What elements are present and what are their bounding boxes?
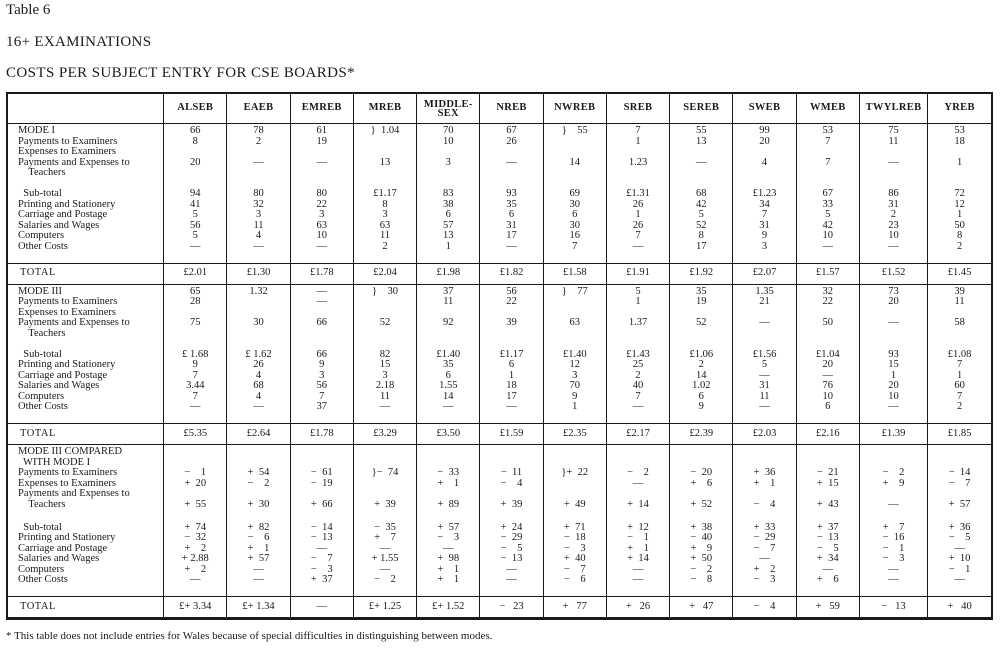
total-cell: £5.35 [164,424,227,445]
table-cell: £1.43 25 2 40 7 — [606,348,669,424]
table-cell: 73 20 — [859,284,927,348]
table-cell: + 74 − 32 + 2 + 2.88 + 2 — [164,521,227,597]
table-cell: − 2 + 9 — [859,445,927,521]
total-cell: £3.50 [417,424,480,445]
table-cell: 86 31 2 23 10 — [859,187,927,263]
total-cell: £1.39 [859,424,927,445]
table-cell: 1.32 30 [227,284,290,348]
table-cell: − 35 + 7 — + 1.55 — − 2 [353,521,416,597]
header-corner [8,94,164,124]
total-cell: + 77 [543,597,606,618]
table-cell: 99 20 4 [733,124,796,188]
table-cell: £1.17 6 1 18 17 — [480,348,543,424]
total-cell: £1.92 [670,263,733,284]
table-cell: 5 1 1.37 [606,284,669,348]
table-cell: + 54 − 2 + 30 [227,445,290,521]
table-cell: £1.08 7 1 60 7 2 [928,348,991,424]
table-cell: 69 30 6 30 16 7 [543,187,606,263]
total-cell: £1.78 [290,424,353,445]
row-label: Sub-total Printing and Stationery Carriage and Postage Salaries and Wages Computers Other Costs [18,348,116,413]
table-cell: £1.40 12 3 70 9 1 [543,348,606,424]
table-cell: 53 7 7 [796,124,859,188]
table-cell: 67 26 — [480,124,543,188]
table-cell: 67 33 5 42 10 — [796,187,859,263]
total-cell: £2.01 [164,263,227,284]
table-cell: — — 66 [290,284,353,348]
table-cell: + 57 − 3 — + 98 + 1 + 1 [417,521,480,597]
footnote: * This table does not include entries for Wales because of special difficulties in distinguishing between modes. [6,630,493,642]
table-cell: 61 19 — [290,124,353,188]
table-cell: 75 11 — [859,124,927,188]
total-cell: £+ 1.25 [353,597,416,618]
total-cell: − 13 [859,597,927,618]
table-cell: + 37 − 13 − 5 + 34 — + 6 [796,521,859,597]
mode-3-costs-row [8,348,991,424]
table-cell: 80 32 3 11 4 — [227,187,290,263]
total-cell: £1.78 [290,263,353,284]
table-cell: + 36 − 5 — + 10 − 1 — [928,521,991,597]
table-cell: £ 1.68 9 7 3.44 7 — [164,348,227,424]
total-cell: £1.98 [417,263,480,284]
total-cell: £+ 3.34 [164,597,227,618]
table-cell: 68 42 5 52 8 17 [670,187,733,263]
table-cell: 83 38 6 57 13 1 [417,187,480,263]
table-cell: − 21 + 15 + 43 [796,445,859,521]
table-cell: 93 15 1 20 10 — [859,348,927,424]
total-cell: £1.30 [227,263,290,284]
table-cell: 32 22 50 [796,284,859,348]
column-header: TWYLREB [859,94,927,124]
table-cell: 66 8 20 [164,124,227,188]
total-cell: + 47 [670,597,733,618]
column-header: MIDDLE- SEX [417,94,480,124]
table-cell: 7 1 1.23 [606,124,669,188]
column-header: EAEB [227,94,290,124]
total-cell: £2.03 [733,424,796,445]
total-cell: − 23 [480,597,543,618]
table-cell: 70 10 3 [417,124,480,188]
table-cell: + 24 − 29 − 5 − 13 — — [480,521,543,597]
mode-1-payments-row [8,124,991,188]
table-cell: £ 1.62 26 4 68 4 — [227,348,290,424]
table-cell: 37 11 92 [417,284,480,348]
total-cell: £2.04 [353,263,416,284]
table-cell: 35 19 52 [670,284,733,348]
table-cell: £1.56 5 — 31 11 — [733,348,796,424]
column-header: NREB [480,94,543,124]
table-cell: 80 22 3 63 10 — [290,187,353,263]
comparison-costs-row [8,521,991,597]
column-header: NWREB [543,94,606,124]
table-cell: − 33 + 1 + 89 [417,445,480,521]
table-cell: 78 2 — [227,124,290,188]
total-cell: − 4 [733,597,796,618]
table-cell: £1.06 2 14 1.02 6 9 [670,348,733,424]
total-cell: £2.35 [543,424,606,445]
table-cell: }+ 22 + 49 [543,445,606,521]
table-cell: + 36 + 1 − 4 [733,445,796,521]
total-cell: £1.58 [543,263,606,284]
header-row [8,94,991,124]
table-cell: £1.04 20 — 76 10 6 [796,348,859,424]
total-cell: £1.52 [859,263,927,284]
table-cell: − 20 + 6 + 52 [670,445,733,521]
mode-1-costs-row [8,187,991,263]
table-cell: − 14 − 13 — − 7 − 3 + 37 [290,521,353,597]
total-cell: + 26 [606,597,669,618]
row-label: MODE III Payments to Examiners Expenses to Examiners Payments and Expenses to Teachers [18,285,130,339]
table-number: Table 6 [6,2,51,18]
table-cell: 1.35 21 — [733,284,796,348]
column-header: YREB [928,94,991,124]
table-subheading: COSTS PER SUBJECT ENTRY FOR CSE BOARDS* [6,65,356,81]
column-header: MREB [353,94,416,124]
table-cell: + 7 − 16 − 1 − 3 — — [859,521,927,597]
total-cell: £2.17 [606,424,669,445]
table-cell: − 14 − 7 + 57 [928,445,991,521]
column-header: WMEB [796,94,859,124]
total-cell: £1.82 [480,263,543,284]
total-label: TOTAL [8,263,164,284]
table-cell: } 1.04 13 [353,124,416,188]
table-cell: − 11 − 4 + 39 [480,445,543,521]
total-cell: £1.85 [928,424,991,445]
total-label: TOTAL [8,597,164,618]
column-header: SEREB [670,94,733,124]
mode-1-total-row [8,263,991,284]
table-cell: } 55 14 [543,124,606,188]
total-cell: £+ 1.34 [227,597,290,618]
table-cell: } 30 52 [353,284,416,348]
table-cell: 94 41 5 56 5 — [164,187,227,263]
table-cell: + 82 − 6 + 1 + 57 — — [227,521,290,597]
table-cell: − 61 − 19 + 66 [290,445,353,521]
total-cell: £2.39 [670,424,733,445]
row-label: MODE III COMPARED WITH MODE I Payments to Examiners Expenses to Examiners Payments and Expenses to Teachers [18,446,130,510]
cost-table [8,94,991,618]
table-cell: 93 35 6 31 17 — [480,187,543,263]
row-label: MODE I Payments to Examiners Expenses to Examiners Payments and Expenses to Teachers [18,125,130,178]
table-cell: £1.40 35 6 1.55 14 — [417,348,480,424]
table-cell: 72 12 1 50 8 2 [928,187,991,263]
table-cell: + 71 − 18 − 3 + 40 − 7 − 6 [543,521,606,597]
table-cell: }− 74 + 39 [353,445,416,521]
total-label: TOTAL [8,424,164,445]
table-cell: } 77 63 [543,284,606,348]
row-label: Sub-total Printing and Stationery Carriage and Postage Salaries and Wages Computers Other Costs [18,188,116,252]
column-header: SWEB [733,94,796,124]
table-cell: £1.23 34 7 31 9 3 [733,187,796,263]
row-label: Sub-total Printing and Stationery Carriage and Postage Salaries and Wages Computers Other Costs [18,521,116,586]
column-header: SREB [606,94,669,124]
total-cell: + 59 [796,597,859,618]
table-cell: 55 13 — [670,124,733,188]
total-cell: £2.07 [733,263,796,284]
total-cell: — [290,597,353,618]
comparison-payments-row [8,445,991,521]
comparison-total-row [8,597,991,618]
total-cell: + 40 [928,597,991,618]
table-cell: £1.31 26 1 26 7 — [606,187,669,263]
table-cell: − 2 — + 14 [606,445,669,521]
mode-3-payments-row [8,284,991,348]
table-cell: − 1 + 20 + 55 [164,445,227,521]
table-cell: 65 28 75 [164,284,227,348]
mode-3-total-row [8,424,991,445]
total-cell: £2.64 [227,424,290,445]
table-cell: 53 18 1 [928,124,991,188]
total-cell: £1.57 [796,263,859,284]
table-cell: 66 9 3 56 7 37 [290,348,353,424]
total-cell: £1.59 [480,424,543,445]
total-cell: £1.91 [606,263,669,284]
table-cell: £1.17 8 3 63 11 2 [353,187,416,263]
table-cell: 56 22 39 [480,284,543,348]
total-cell: £2.16 [796,424,859,445]
total-cell: £+ 1.52 [417,597,480,618]
column-header: ALSEB [164,94,227,124]
table-heading: 16+ EXAMINATIONS [6,34,152,50]
total-cell: £3.29 [353,424,416,445]
table-cell: 39 11 58 [928,284,991,348]
column-header: EMREB [290,94,353,124]
table-cell: + 12 − 1 + 1 + 14 — — [606,521,669,597]
total-cell: £1.45 [928,263,991,284]
table-cell: + 33 − 29 − 7 — + 2 − 3 [733,521,796,597]
table-cell: 82 15 3 2.18 11 — [353,348,416,424]
table-cell: + 38 − 40 + 9 + 50 − 2 − 8 [670,521,733,597]
